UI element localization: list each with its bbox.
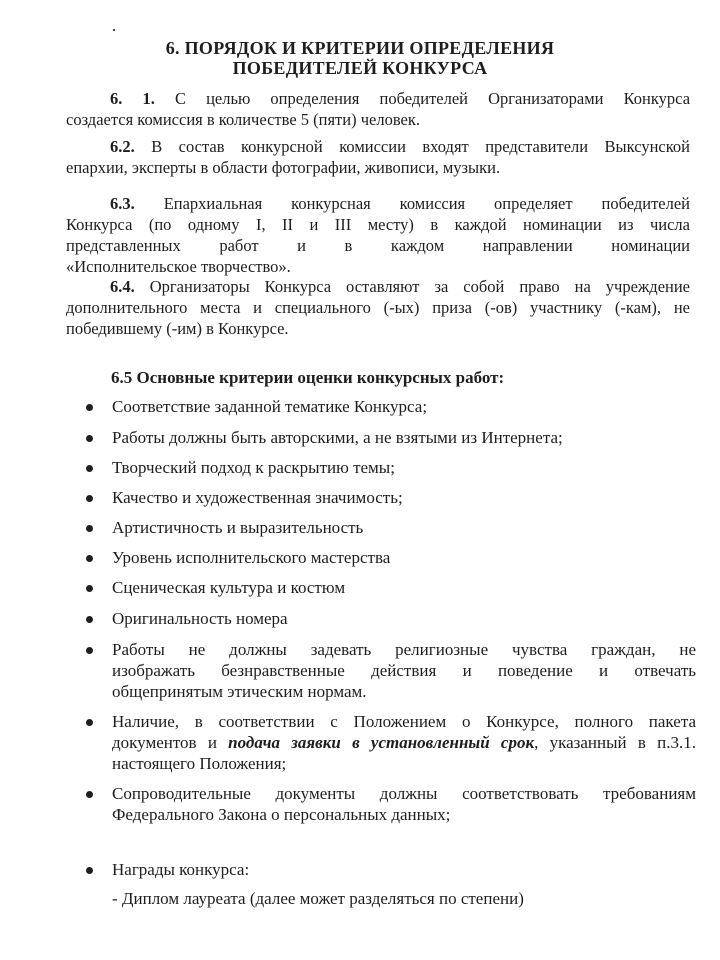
paragraph-text: епархии, эксперты в области фотографии, живописи, музыки. (66, 158, 501, 177)
list-item-text: Артистичность и выразительность (112, 518, 364, 537)
list-item-text: Работы не должны задевать религиозные чувства граждан, не (112, 640, 696, 659)
paragraph-number: 6.4. (110, 277, 135, 296)
list-item-text: Федерального Закона о персональных данных; (112, 805, 451, 824)
paragraph-text: «Исполнительское творчество». (66, 257, 291, 276)
list-item-text: Соответствие заданной тематике Конкурса; (112, 397, 428, 416)
paragraph-6-3 (66, 193, 690, 277)
bullet-icon (86, 495, 93, 502)
paragraph-6-4 (66, 276, 690, 339)
section-title-line2: ПОБЕДИТЕЛЕЙ КОНКУРСА (232, 58, 488, 78)
bullet-icon (86, 647, 93, 654)
list-item-text: Творческий подход к раскрытию темы; (112, 458, 395, 477)
paragraph-text: дополнительного места и специального (-ых) приза (-ов) участнику (-кам), не (66, 298, 690, 317)
list-item-text: настоящего Положения; (112, 754, 287, 773)
list-item-text: Оригинальность номера (112, 609, 288, 628)
bullet-icon (86, 555, 93, 562)
paragraph-text: В состав конкурсной комиссии входят представители Выксунской (151, 137, 691, 156)
list-item-text: общепринятым этическим нормам. (112, 682, 367, 701)
bullet-icon (86, 791, 93, 798)
bullet-icon (86, 585, 93, 592)
list-item-text: Сопроводительные документы должны соответствовать требованиям (112, 784, 696, 803)
bullet-icon (86, 404, 93, 411)
paragraph-6-1 (66, 88, 690, 130)
list-item-text: Сценическая культура и костюм (112, 578, 346, 597)
list-item-text: Наличие, в соответствии с Положением о Конкурсе, полного пакета (112, 712, 696, 731)
list-item-text: документов и (112, 733, 229, 752)
paragraph-number: 6.2. (110, 137, 135, 156)
paragraph-text: С целью определения победителей Организаторами Конкурса (174, 89, 691, 108)
bullet-icon (86, 465, 93, 472)
paragraph-text: создается комиссия в количестве 5 (пяти) человек. (66, 110, 420, 129)
emphasis-text: подача заявки в установленный срок (228, 733, 535, 752)
paragraph-6-2 (66, 136, 690, 178)
list-item-text: , указанный в п.3.1. (534, 733, 696, 752)
bullet-icon (86, 525, 93, 532)
paragraph-text: Конкурса (по одному I, II и III месту) в каждой номинации из числа (66, 215, 690, 234)
list-item-text: Качество и художественная значимость; (112, 488, 403, 507)
scan-speck (113, 29, 115, 31)
bullet-icon (86, 435, 93, 442)
paragraph-text: победившему (-им) в Конкурсе. (66, 319, 289, 338)
paragraph-number: 6. 1. (110, 89, 155, 108)
criteria-heading: 6.5 Основные критерии оценки конкурсных работ: (111, 368, 505, 387)
paragraph-text: Епархиальная конкурсная комиссия определяет победителей (163, 194, 691, 213)
paragraph-number: 6.3. (110, 194, 135, 213)
list-item-text: изображать безнравственные действия и поведение и отвечать (112, 661, 696, 680)
paragraph-text: представленных работ и в каждом направлении номинации (66, 236, 690, 255)
list-item-text: Уровень исполнительского мастерства (112, 548, 391, 567)
bullet-icon (86, 719, 93, 726)
list-item-text: Работы должны быть авторскими, а не взятыми из Интернета; (112, 428, 563, 447)
bullet-icon (86, 867, 93, 874)
awards-subitem-text: - Диплом лауреата (далее может разделяться по степени) (112, 889, 524, 908)
paragraph-text: Организаторы Конкурса оставляют за собой право на учреждение (149, 277, 691, 296)
awards-label: Награды конкурса: (112, 860, 250, 879)
bullet-icon (86, 616, 93, 623)
section-title-line1: 6. ПОРЯДОК И КРИТЕРИИ ОПРЕДЕЛЕНИЯ (165, 38, 555, 58)
